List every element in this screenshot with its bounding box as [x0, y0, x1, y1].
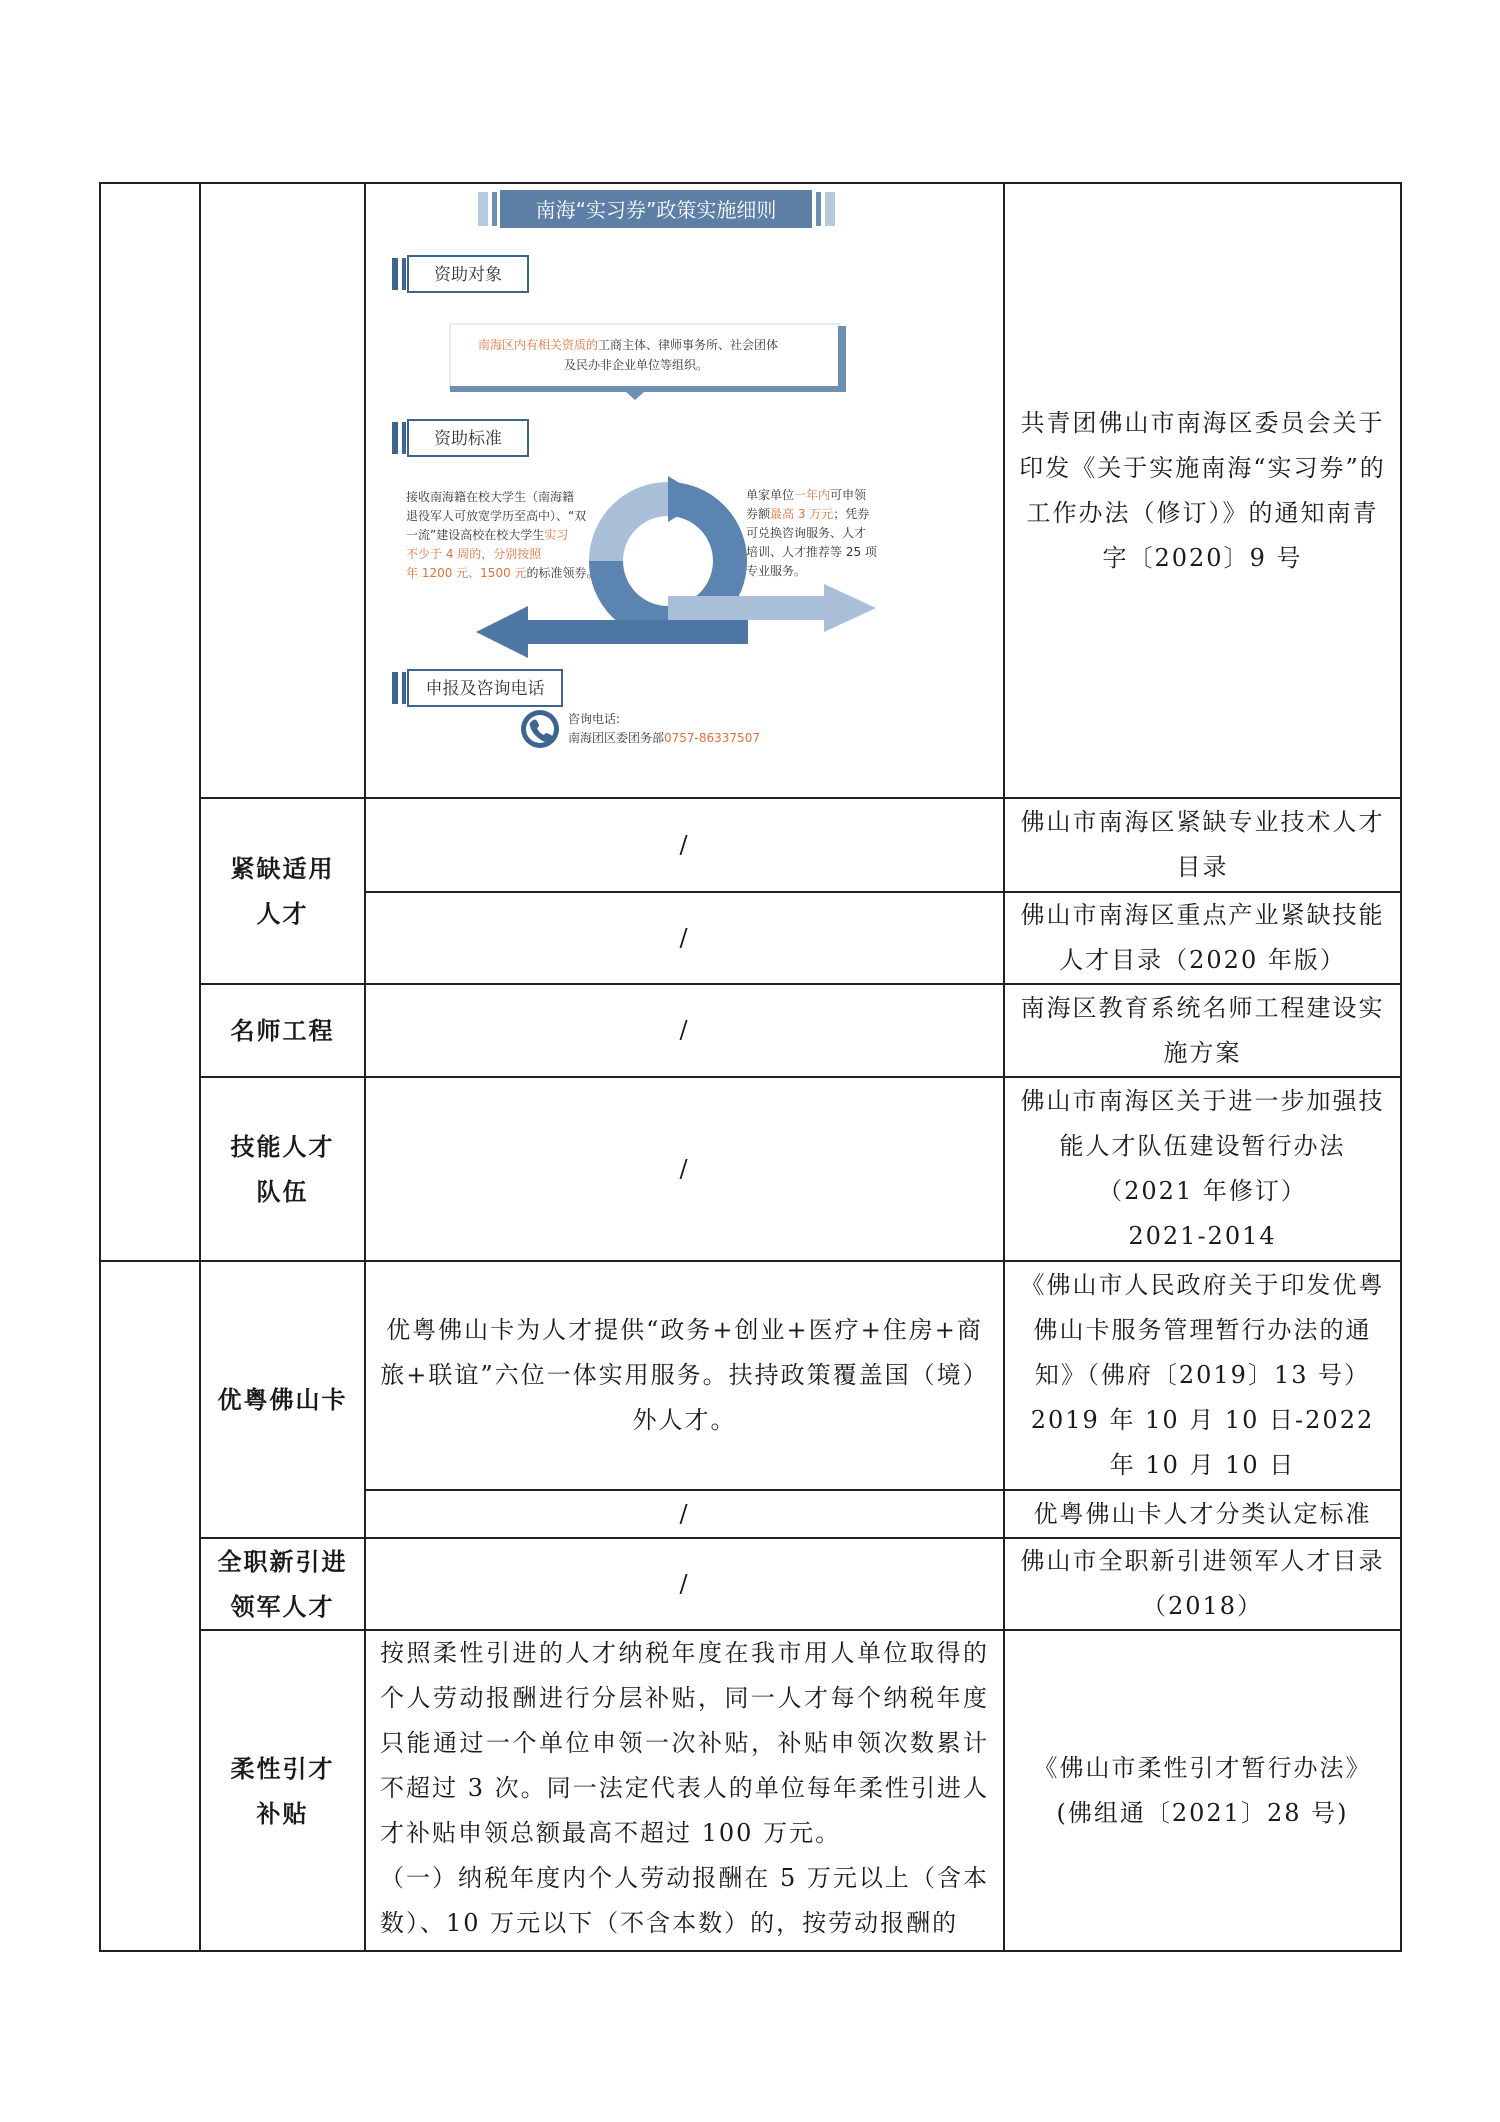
svg-text:单家单位一年内可申领: 单家单位一年内可申领	[746, 488, 867, 502]
policy-document-title: 《佛山市人民政府关于印发优粤佛山卡服务管理暂行办法的通知》（佛府〔2019〕13 号）	[1020, 1271, 1385, 1389]
right-standard-text	[746, 487, 878, 578]
category-label-shortage-talent: 紧缺适用人才	[230, 854, 335, 928]
table-border-bottom	[99, 1950, 1402, 1952]
category-label-flexible-talent-subsidy: 柔性引才补贴	[230, 1753, 335, 1828]
category-label-youyue-card: 优粤佛山卡	[217, 1385, 348, 1414]
description-slash: /	[679, 1154, 690, 1183]
svg-text:资助标准: 资助标准	[434, 429, 502, 449]
category-label-master-teacher: 名师工程	[230, 1016, 335, 1045]
description-slash: /	[679, 1499, 690, 1528]
svg-text:退役军人可放宽学历至高中）、“双: 退役军人可放宽学历至高中）、“双	[406, 509, 587, 523]
policy-document-period: 2021-2014	[1128, 1222, 1277, 1250]
policy-document-fulltime-leading-talent: 佛山市全职新引进领军人才目录（2018）	[1020, 1547, 1385, 1620]
phone-contact	[521, 710, 760, 748]
section-contact-header	[392, 670, 562, 706]
target-line-1: 南海区内有相关资质的工商主体、律师事务所、社会团体	[478, 338, 779, 352]
description-slash: /	[679, 1016, 690, 1044]
policy-document-skilled-talent	[1005, 1078, 1400, 1260]
infographic-title-banner	[478, 190, 835, 228]
policy-document-youyue-classification: 优粤佛山卡人才分类认定标准	[1033, 1499, 1372, 1528]
svg-text:券额最高 3 万元；凭券: 券额最高 3 万元；凭券	[746, 507, 870, 521]
policy-document-shortage-skills: 佛山市南海区重点产业紧缺技能人才目录（2020 年版）	[1020, 901, 1385, 974]
section-standard-header	[392, 420, 528, 456]
svg-text:培训、人才推荐等 25 项: 培训、人才推荐等 25 项	[746, 545, 877, 559]
svg-text:可兑换咨询服务、人才: 可兑换咨询服务、人才	[746, 526, 867, 540]
svg-text:咨询电话:: 咨询电话:	[568, 712, 621, 726]
description-slash: /	[679, 923, 690, 952]
internship-voucher-infographic	[368, 186, 998, 796]
infographic-title: 南海“实习券”政策实施细则	[535, 198, 777, 222]
policy-document-title: 佛山市南海区关于进一步加强技能人才队伍建设暂行办法（2021 年修订）	[1020, 1087, 1385, 1205]
svg-text:一流”建设高校在校大学生实习: 一流”建设高校在校大学生实习	[406, 528, 569, 542]
policy-document-master-teacher: 南海区教育系统名师工程建设实施方案	[1020, 993, 1385, 1067]
description-slash: /	[679, 830, 690, 859]
svg-text:年 1200 元、1500 元的标准领券。: 年 1200 元、1500 元的标准领券。	[406, 566, 599, 580]
svg-text:资助对象: 资助对象	[434, 265, 502, 285]
policy-document-shortage-professional: 佛山市南海区紧缺专业技术人才目录	[1020, 808, 1385, 881]
table-border-right	[1400, 182, 1402, 1951]
policy-document-period: 2019 年 10 月 10 日-2022 年 10 月 10 日	[1030, 1406, 1375, 1479]
description-flexible-talent-subsidy	[366, 1631, 1003, 1950]
svg-text:不少于 4 周的，分别按照: 不少于 4 周的，分别按照	[406, 547, 542, 561]
policy-document-youyue-card	[1005, 1262, 1400, 1489]
svg-text:接收南海籍在校大学生（南海籍: 接收南海籍在校大学生（南海籍	[406, 490, 575, 504]
target-description-box	[450, 324, 846, 400]
policy-document-flexible-talent: 《佛山市柔性引才暂行办法》(佛组通〔2021〕28 号)	[1033, 1753, 1372, 1827]
policy-document-internship-voucher: 共青团佛山市南海区委员会关于印发《关于实施南海“实习券”的工作办法（修订）》的通知南青字〔2020〕9 号	[1019, 408, 1386, 572]
table-border-left	[99, 182, 101, 1951]
subsidy-rules-paragraph: 按照柔性引进的人才纳税年度在我市用人单位取得的个人劳动报酬进行分层补贴，同一人才每个纳税年度只能通过一个单位申领一次补贴，补贴申领次数累计不超过 3 次。同一法定代表人的单位每年柔性引进人才补贴申领总额最高不超过 100 万元。	[380, 1639, 989, 1847]
svg-text:申报及咨询电话: 申报及咨询电话	[425, 679, 545, 699]
subsidy-tier-paragraph: （一）纳税年度内个人劳动报酬在 5 万元以上（含本数）、10 万元以下（不含本数）的，按劳动报酬的	[380, 1864, 989, 1937]
target-line-2: 及民办非企业单位等组织。	[564, 358, 709, 372]
svg-text:南海团区委团务部0757-86337507: 南海团区委团务部0757-86337507	[568, 731, 760, 745]
svg-text:专业服务。: 专业服务。	[746, 564, 807, 578]
left-standard-text	[406, 489, 599, 580]
description-youyue-card: 优粤佛山卡为人才提供“政务+创业+医疗+住房+商旅+联谊”六位一体实用服务。扶持政策覆盖国（境）外人才。	[380, 1316, 989, 1434]
category-label-skilled-talent: 技能人才队伍	[230, 1132, 335, 1206]
category-label-fulltime-leading-talent: 全职新引进领军人才	[217, 1547, 348, 1621]
description-slash: /	[679, 1569, 690, 1598]
section-target-header	[392, 256, 528, 292]
